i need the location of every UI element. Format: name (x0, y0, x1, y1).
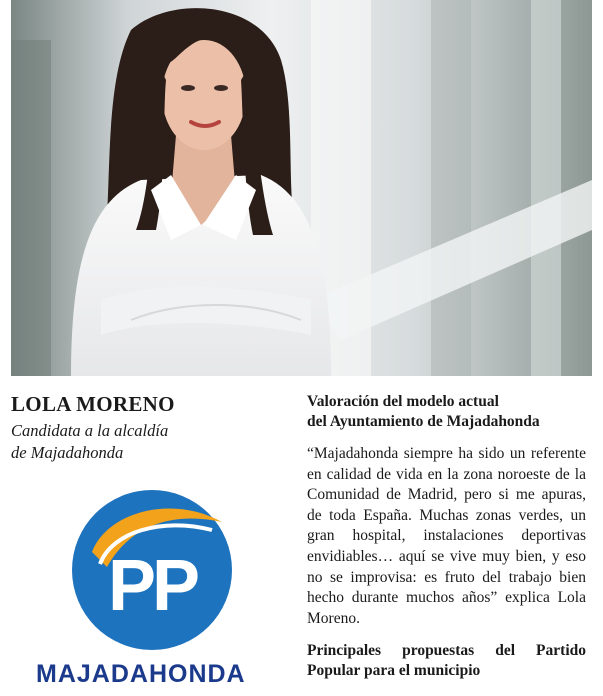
portrait-illustration (11, 0, 592, 376)
logo-town: MAJADAHONDA (36, 660, 246, 688)
candidate-photo (11, 0, 592, 376)
article-heading-line2: del Ayuntamiento de Majadahonda (307, 413, 540, 430)
article-heading-proposals: Principales propuestas del Partido Popular para el municipio (307, 642, 586, 680)
pp-logo-icon (52, 482, 252, 652)
candidate-role-line2: de Majadahonda (11, 443, 124, 462)
candidate-role (11, 420, 261, 464)
svg-text:PP: PP (107, 546, 197, 626)
article-column (307, 392, 586, 681)
article-heading-line1: Valoración del modelo actual (307, 393, 499, 410)
article-heading (307, 392, 586, 432)
article-quote: “Majadahonda siempre ha sido un referente en calidad de vida en la zona noroeste de la Comunidad de Madrid, pero si me apuras, de toda España. Muchas zonas verdes, un gran hospital, instalaciones deportivas envidiables… aquí se vive muy bien, y eso no se improvisa: es fruto del trabajo bien hecho durante muchos años” explica Lola Moreno. (307, 445, 586, 627)
candidate-role-line1: Candidata a la alcaldía (11, 421, 169, 440)
candidate-name: LOLA MORENO (11, 392, 175, 416)
pp-logo (52, 482, 252, 652)
